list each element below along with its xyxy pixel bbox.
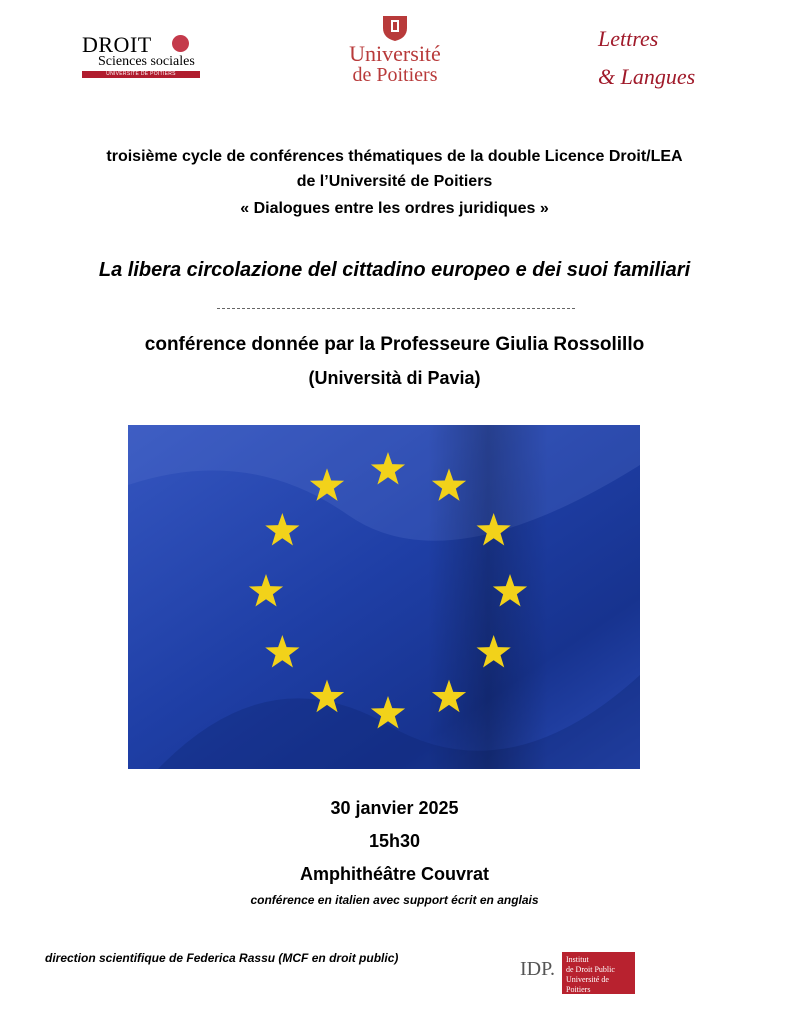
speaker-line: conférence donnée par la Professeure Giulia Rossolillo <box>144 334 645 355</box>
droit-sciences-sociales-logo <box>82 34 200 78</box>
droit-logo-bar: UNIVERSITÉ DE POITIERS <box>82 71 200 78</box>
idp-logo-line2: de Droit Public <box>566 965 615 974</box>
droit-logo-main: DROIT <box>82 32 152 57</box>
universite-logo-line1: Université <box>349 41 441 66</box>
event-time: 15h30 <box>368 831 421 851</box>
event-venue: Amphithéâtre Couvrat <box>299 864 490 884</box>
universite-logo-line2: de Poitiers <box>352 64 438 86</box>
idp-logo-line1: Institut <box>566 955 589 964</box>
speaker-affiliation: (Università di Pavia) <box>308 368 481 388</box>
talk-title: La libera circolazione del cittadino europeo e dei suoi familiari <box>98 259 691 281</box>
lettres-langues-logo <box>596 26 716 96</box>
separator-line <box>217 308 575 309</box>
eu-flag-image <box>128 425 640 769</box>
event-date: 30 janvier 2025 <box>330 798 459 818</box>
cycle-title-line1: troisième cycle de conférences thématiques de la double Licence Droit/LEA <box>106 148 683 165</box>
seal-icon <box>172 35 189 52</box>
language-note: conférence en italien avec support écrit en anglais <box>250 893 539 907</box>
idp-logo-line3: Université de Poitiers <box>566 975 609 994</box>
idp-logo-short: IDP. <box>520 958 556 980</box>
universite-poitiers-logo <box>335 12 455 90</box>
lettres-logo-line1: Lettres <box>598 26 659 51</box>
idp-logo <box>520 952 635 997</box>
scientific-direction: direction scientifique de Federica Rassu (MCF en droit public) <box>45 951 399 965</box>
droit-logo-sub: Sciences sociales <box>98 54 195 69</box>
lettres-logo-line2: & Langues <box>598 64 696 89</box>
crest-icon <box>380 12 410 42</box>
idp-logo-box <box>562 952 635 994</box>
cycle-title-line2: de l’Université de Poitiers <box>296 173 493 190</box>
cycle-series-name: « Dialogues entre les ordres juridiques » <box>240 200 549 217</box>
